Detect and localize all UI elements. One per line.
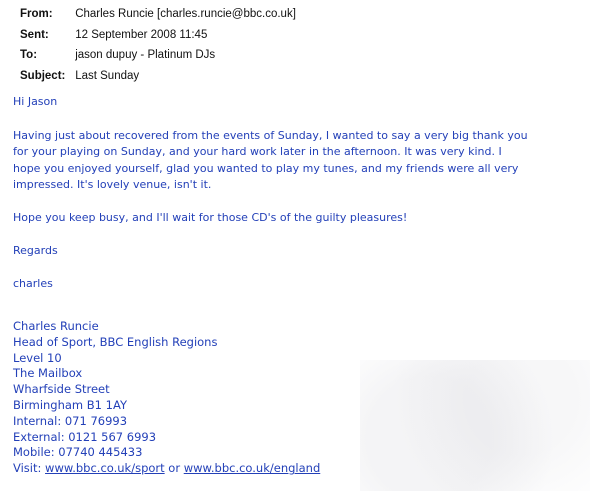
paragraph-line: Having just about recovered from the events of Sunday, I wanted to say a very big thank you [13,128,528,142]
subject-row [20,68,296,89]
from-row [20,6,296,27]
scan-speckle [360,360,590,491]
closing: Regards [13,244,58,257]
signature-address-line: The Mailbox [13,366,83,381]
email-signature [13,319,320,477]
sent-row [20,27,296,48]
signature-external: External: 0121 567 6993 [13,429,157,444]
signature-internal: Internal: 071 76993 [13,413,128,428]
to-row [20,47,296,68]
signature-visit [13,461,320,477]
greeting: Hi Jason [13,95,58,108]
visit-label: Visit: [13,461,46,476]
sender-name: charles [13,277,53,290]
to-label: To: [20,49,38,61]
sent-label: Sent: [20,28,49,41]
signature-title: Head of Sport, BBC English Regions [13,334,218,349]
subject-value: Last Sunday [75,69,140,82]
sport-link[interactable]: www.bbc.co.uk/sport [45,461,165,476]
paragraph-thanks [13,128,593,194]
paragraph-line: for your playing on Sunday, and your hard work later in the afternoon. It was very kind. I [13,145,502,158]
signature-address-line: Wharfside Street [13,382,110,397]
signature-address-line: Level 10 [13,350,62,365]
paragraph-cds: Hope you keep busy, and I'll wait for those CD's of the guilty pleasures! [13,211,408,224]
from-value: Charles Runcie [charles.runcie@bbc.co.uk] [75,8,296,20]
to-value: jason dupuy - Platinum DJs [75,49,216,61]
signature-name: Charles Runcie [13,319,99,333]
email-header [20,6,296,88]
paragraph-line: hope you enjoyed yourself, glad you wanted to play my tunes, and my friends were all very [13,161,519,175]
signature-address-line: Birmingham B1 1AY [13,397,127,412]
subject-label: Subject: [20,69,66,82]
sent-value: 12 September 2008 11:45 [75,28,208,41]
signature-mobile: Mobile: 07740 445433 [13,445,143,460]
link-joiner: or [164,461,184,476]
from-label: From: [20,8,53,20]
email-body [13,94,593,293]
paragraph-line: impressed. It's lovely venue, isn't it. [13,178,212,191]
england-link[interactable]: www.bbc.co.uk/england [183,461,321,476]
